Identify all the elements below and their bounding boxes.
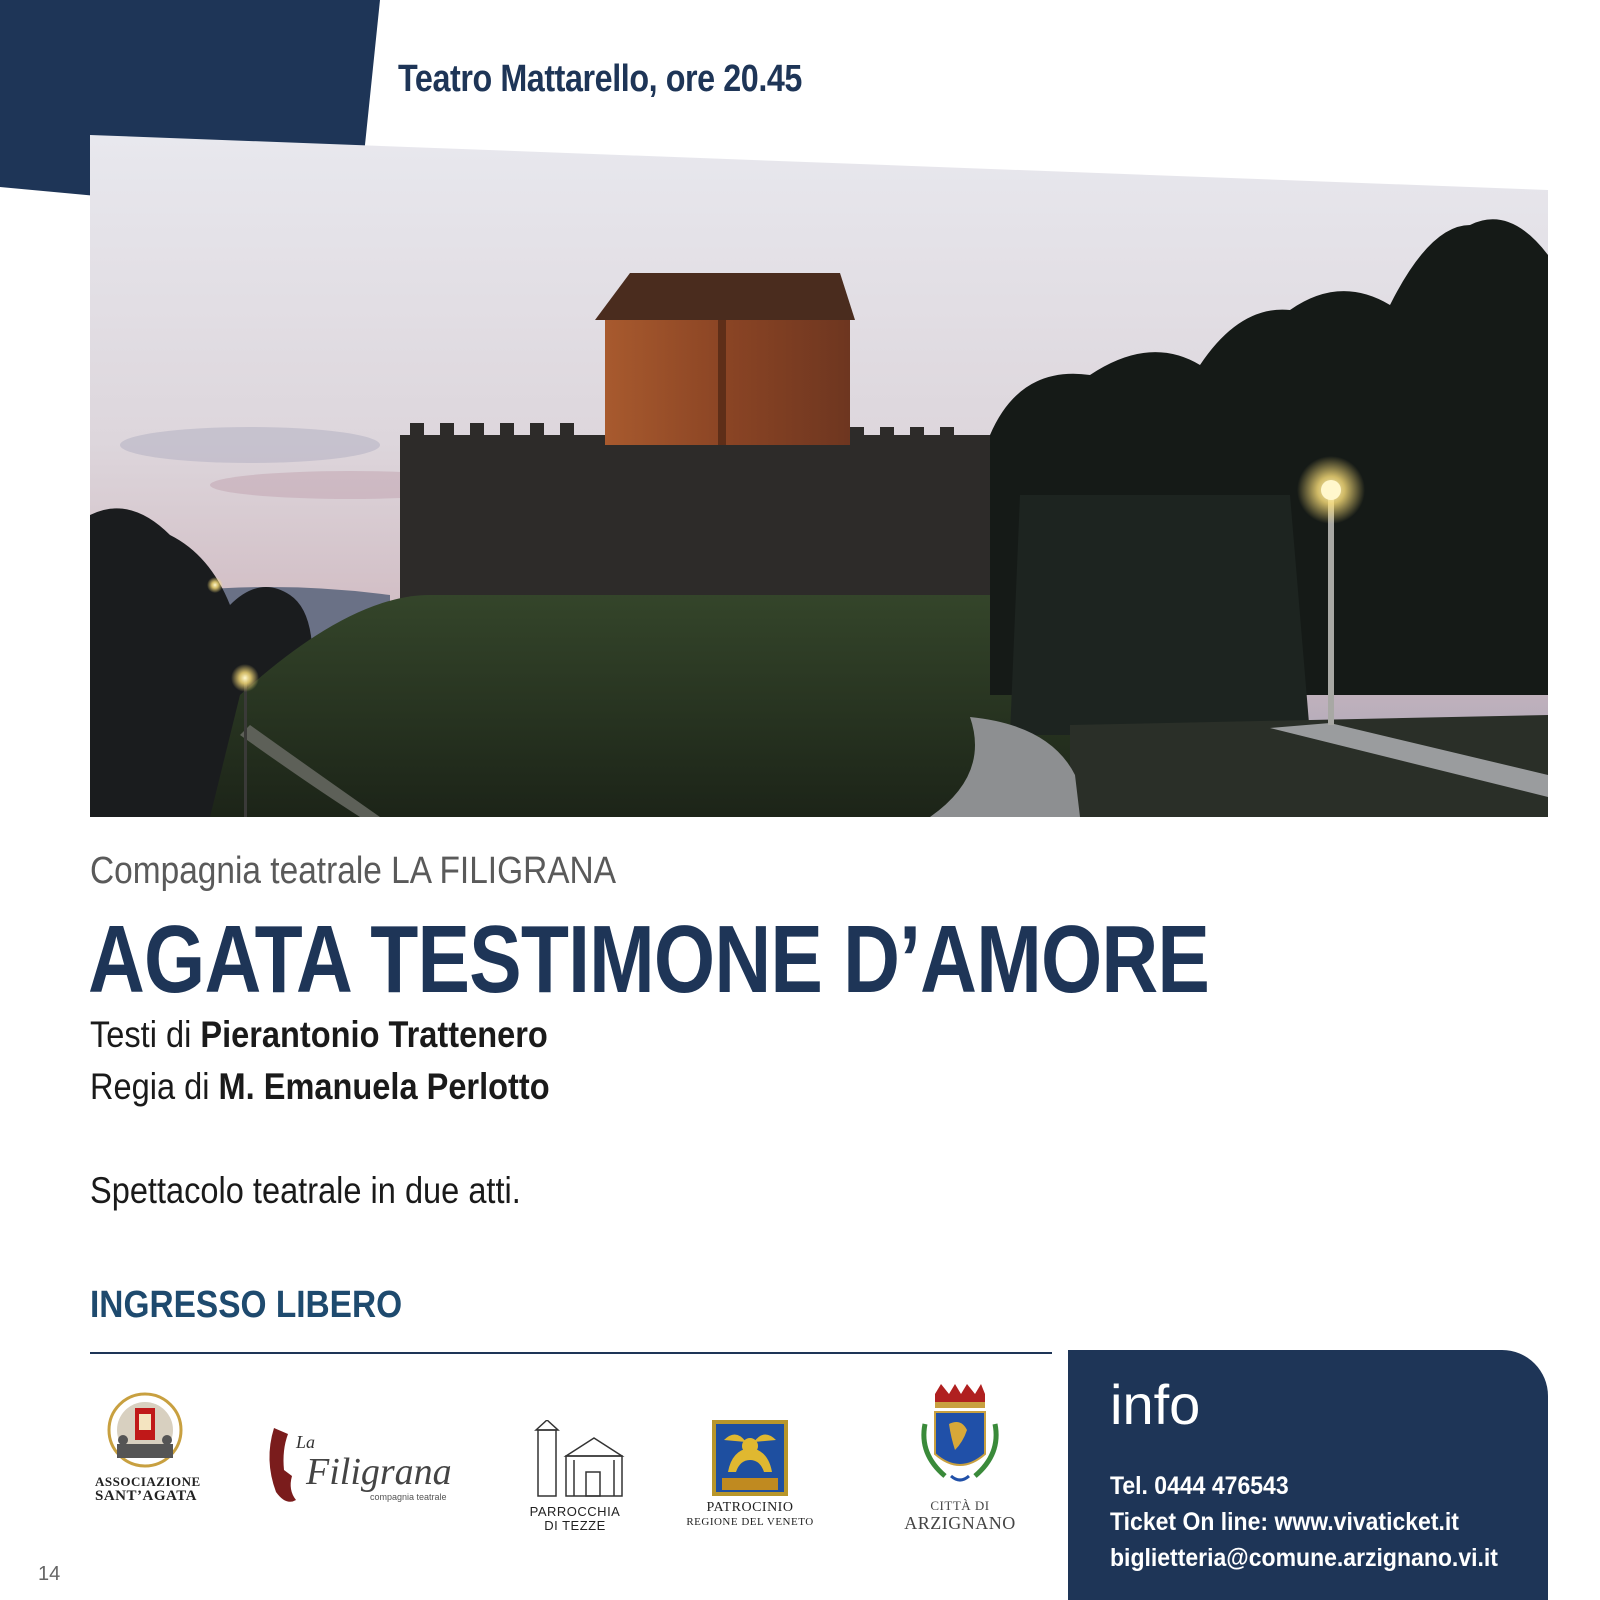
info-ticket-link[interactable]: Ticket On line: www.vivaticket.it bbox=[1110, 1508, 1459, 1536]
info-email[interactable]: biglietteria@comune.arzignano.vi.it bbox=[1110, 1544, 1498, 1572]
tezze-line2: DI TEZZE bbox=[544, 1518, 606, 1533]
arzignano-line2: ARZIGNANO bbox=[904, 1513, 1016, 1533]
filigrana-sub: compagnia teatrale bbox=[370, 1492, 447, 1502]
event-description: Spettacolo teatrale in due atti. bbox=[90, 1170, 521, 1211]
tezze-line1: PARROCCHIA bbox=[529, 1504, 621, 1519]
arzignano-coat-of-arms-icon bbox=[905, 1384, 1015, 1494]
info-box bbox=[1068, 1350, 1548, 1600]
texts-credit bbox=[90, 1014, 548, 1056]
castle-photo bbox=[90, 135, 1548, 817]
logo-associazione-santagata bbox=[95, 1390, 201, 1504]
day-number: 9 bbox=[1503, 45, 1538, 114]
logo-la-filigrana bbox=[262, 1420, 452, 1515]
page-number: 14 bbox=[38, 1563, 61, 1585]
divider bbox=[90, 1352, 1052, 1354]
filigrana-mask-icon bbox=[262, 1420, 452, 1510]
santagata-emblem-icon bbox=[95, 1390, 195, 1470]
day-name: Sabato bbox=[1322, 55, 1490, 111]
agata-line1: ASSOCIAZIONE bbox=[95, 1474, 201, 1489]
filigrana-la: La bbox=[296, 1432, 316, 1452]
lion-of-st-mark-icon bbox=[710, 1420, 790, 1496]
director-name: M. Emanuela Perlotto bbox=[218, 1066, 550, 1107]
veneto-line2: REGIONE DEL VENETO bbox=[686, 1516, 814, 1528]
logo-citta-arzignano bbox=[890, 1384, 1030, 1533]
director-prefix: Regia di bbox=[90, 1066, 210, 1107]
filigrana-name: Filigrana bbox=[306, 1451, 452, 1493]
entry-free: INGRESSO LIBERO bbox=[90, 1284, 403, 1326]
director-credit bbox=[90, 1066, 550, 1108]
texts-author: Pierantonio Trattenero bbox=[200, 1014, 548, 1055]
info-phone[interactable]: Tel. 0444 476543 bbox=[1110, 1472, 1289, 1500]
church-icon bbox=[520, 1420, 630, 1500]
agata-line2: SANT’AGATA bbox=[95, 1488, 197, 1504]
texts-prefix: Testi di bbox=[90, 1014, 192, 1055]
event-day bbox=[1323, 44, 1538, 115]
company-name: Compagnia teatrale LA FILIGRANA bbox=[90, 850, 617, 892]
info-title: info bbox=[1110, 1373, 1201, 1436]
logo-parrocchia-tezze bbox=[520, 1420, 630, 1533]
logo-regione-veneto bbox=[680, 1420, 820, 1529]
event-month: aprile bbox=[1436, 122, 1538, 164]
arzignano-line1: CITTÀ DI bbox=[930, 1498, 990, 1513]
venue-time: Teatro Mattarello, ore 20.45 bbox=[398, 58, 802, 100]
event-title: AGATA TESTIMONE D’AMORE bbox=[88, 906, 1210, 1013]
veneto-line1: PATROCINIO bbox=[706, 1500, 794, 1515]
